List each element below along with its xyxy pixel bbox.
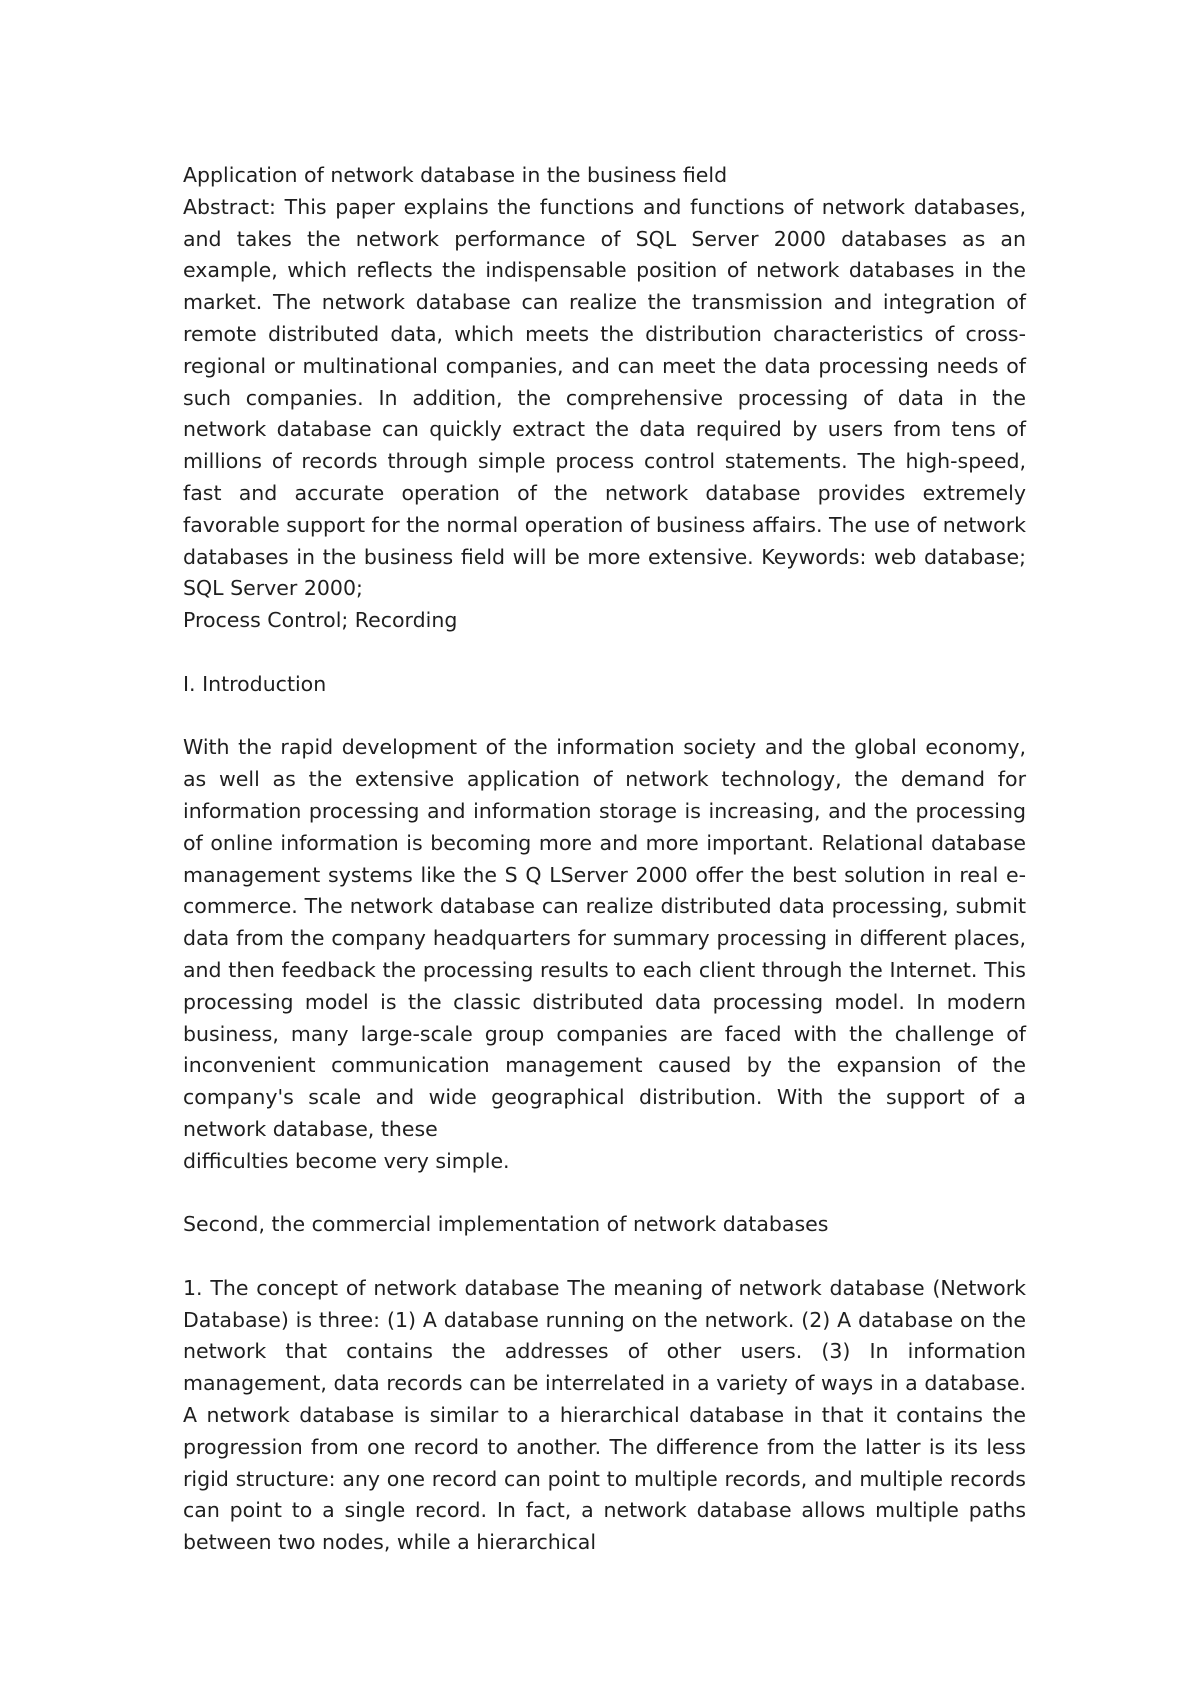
introduction-paragraph: With the rapid development of the information society and the global economy, as well as the extensive application of network technology, the demand for information processing and information storage is increasing, and the processing of online information is becoming more and more important. Relational database management systems like the S Q LServer 2000 offer the best solution in real e-commerce. The network database can realize distributed data processing, submit data from the company headquarters for summary processing in different places, and then feedback the processing results to each client through the Internet. This processing model is the classic distributed data processing model. In modern business, many large-scale group companies are faced with the challenge of inconvenient communication management caused by the expansion of the company's scale and wide geographical distribution. With the support of a network database, these xyxy=(183,735,1026,1141)
concept-paragraph: 1. The concept of network database The meaning of network database (Network Database) is three: (1) A database running on the network. (2) A database on the network that contains the addresses of other users. (3) In information management, data records can be interrelated in a variety of ways in a database. A network database is similar to a hierarchical database in that it contains the progression from one record to another. The difference from the latter is its less rigid structure: any one record can point to multiple records, and multiple records can point to a single record. In fact, a network database allows multiple paths between two nodes, while a hierarchical xyxy=(183,1275,1026,1555)
keywords-tail: Process Control; Recording xyxy=(183,608,458,633)
paragraph-spacer xyxy=(183,1241,1026,1273)
abstract-paragraph: Abstract: This paper explains the functions and functions of network databases, and takes the network performance of SQL Server 2000 databases as an example, which reflects the indispensable position of network databases in the market. The network database can realize the transmission and integration of remote distributed data, which meets the distribution characteristics of cross-regional or multinational companies, and can meet the data processing needs of such companies. In addition, the comprehensive processing of data in the network database can quickly extract the data required by users from tens of millions of records through simple process control statements. The high-speed, fast and accurate operation of the network database provides extremely favorable support for the normal operation of business affairs. The use of network databases in the business field will be more extensive. Keywords: web database; SQL Server 2000; xyxy=(183,194,1026,601)
document-body xyxy=(183,160,1026,1559)
paragraph-spacer xyxy=(183,637,1026,669)
introduction-paragraph-tail: difficulties become very simple. xyxy=(183,1148,510,1173)
paragraph-spacer xyxy=(183,1178,1026,1210)
document-title: Application of network database in the business field xyxy=(183,163,728,187)
section-heading-commercial-implementation: Second, the commercial implementation of network databases xyxy=(183,1212,829,1237)
section-heading-introduction: I. Introduction xyxy=(183,671,327,696)
paragraph-spacer xyxy=(183,701,1026,733)
